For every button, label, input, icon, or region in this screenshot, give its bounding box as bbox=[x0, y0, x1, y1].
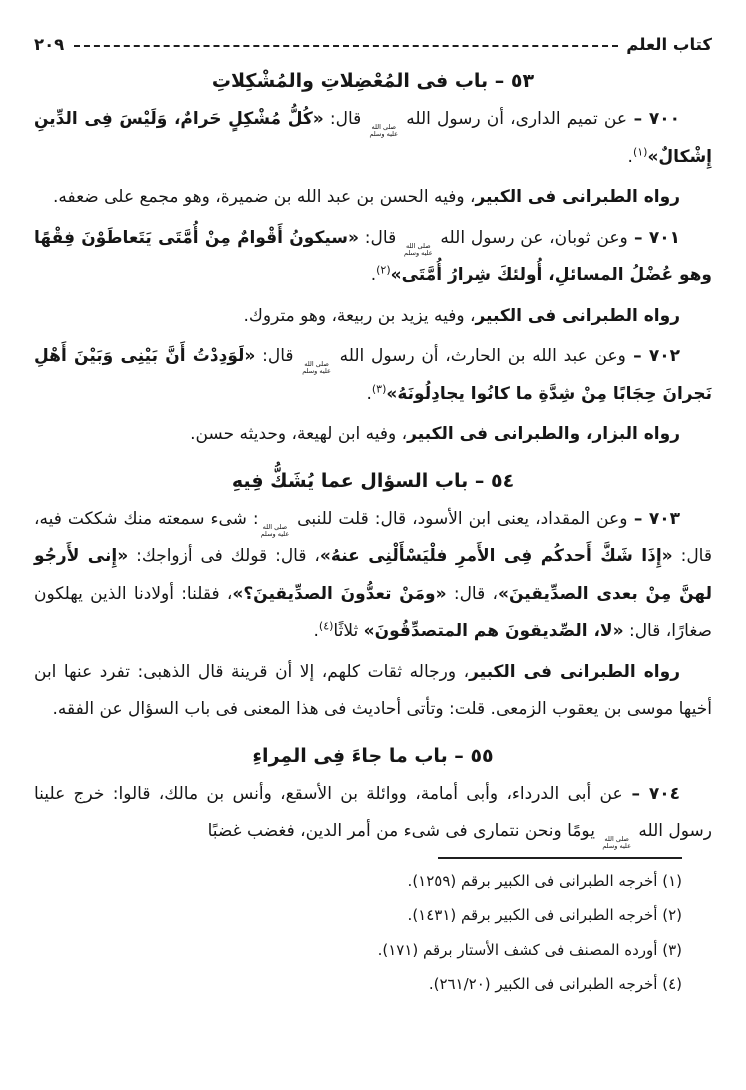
emphasized-text: «إِذَا شَكَّ أَحدكُم فِى الأَمرِ فلْيَسْأَلْنِى عنهُ» bbox=[319, 546, 673, 566]
hadith-700: ٧٠٠ – عن تميم الدارى، أن رسول الله صلى الله عليه وسلم قال: «كُلُّ مُشْكِلٍ حَرامٌ، وَلَيْسَ فِى الدِّينِ إِشْكالٌ»$^{(١)}$. bbox=[34, 109, 712, 167]
emphasized-text: رواه الطبرانى فى الكبير bbox=[469, 661, 680, 682]
emphasized-text: ٧٠٣ – bbox=[627, 508, 680, 529]
footnote-marker: (٤) bbox=[318, 619, 334, 633]
hadith-703: ٧٠٣ – وعن المقداد، يعنى ابن الأسود، قال: قلت للنبى صلى الله عليه وسلم : شىء سمعته منك شككت فيه، قال: «إِذَا شَكَّ أَحدكُم فِى الأَمرِ فلْيَسْأَلْنِى عنهُ»، قال: قولك فى أزواجك: «إِنى لأَرجُو لهنَّ مِنْ بعدى الصدِّيقينَ»، قال: «ومَنْ تعدُّونَ الصدِّيقينَ؟»، فقلنا: أولادنا الذين يهلكون صغارًا، قال: «لا، الصِّديقونَ هم المتصدِّقُونَ» ثلاثًا$^{(٤)}$. bbox=[34, 508, 713, 641]
footnote-separator-icon bbox=[438, 857, 682, 859]
pbuh-honorific-icon: صلى الله عليه وسلم bbox=[404, 241, 433, 257]
chapter-55-heading: ٥٥ – باب ما جاءَ فِى المِراءِ bbox=[252, 744, 494, 767]
emphasized-text: رواه البزار، والطبرانى فى الكبير bbox=[407, 424, 680, 444]
page-body bbox=[34, 65, 712, 851]
running-header bbox=[34, 24, 712, 54]
emphasized-text: رواه الطبرانى فى الكبير bbox=[475, 187, 680, 207]
footnote-marker: (٢) bbox=[376, 263, 391, 277]
header-dashed-rule-icon bbox=[74, 45, 618, 47]
takhrij-701: رواه الطبرانى فى الكبير، وفيه يزيد بن ربيعة، وهو متروك. bbox=[243, 305, 680, 326]
page-number: ٢٠٩ bbox=[34, 35, 65, 54]
takhrij-702: رواه البزار، والطبرانى فى الكبير، وفيه ابن لهيعة، وحديثه حسن. bbox=[190, 424, 680, 444]
footnote: (٤) أخرجه الطبرانى فى الكبير (٢٦١/٢٠). bbox=[428, 975, 682, 993]
emphasized-text: «ومَنْ تعدُّونَ الصدِّيقينَ؟» bbox=[232, 583, 447, 604]
footnote: (٣) أورده المصنف فى كشف الأستار برقم (١٧١). bbox=[377, 940, 682, 959]
chapter-54-heading: ٥٤ – باب السؤال عما يُشَكُّ فِيهِ bbox=[231, 469, 515, 492]
emphasized-text: ٧٠٠ – bbox=[627, 109, 680, 129]
footnotes-block bbox=[34, 857, 712, 1002]
book-title: كتاب العلم bbox=[626, 35, 712, 54]
footnote-marker: (٣) bbox=[371, 381, 387, 395]
takhrij-703: رواه الطبرانى فى الكبير، ورجاله ثقات كلهم، إلا أن قرينة قال الذهبى: تفرد عنها ابن أخيها موسى بن يعقوب الزمعى. قلت: وتأتى أحاديث فى هذا المعنى فى باب السؤال عن الفقه. bbox=[34, 661, 712, 719]
emphasized-text: ٧٠١ – bbox=[627, 227, 680, 248]
footnote: (٢) أخرجه الطبرانى فى الكبير برقم (١٤٣١). bbox=[407, 906, 682, 924]
emphasized-text: «لا، الصِّديقونَ هم المتصدِّقُونَ» bbox=[363, 621, 624, 641]
chapter-53-heading: ٥٣ – باب فى المُعْضِلاتِ والمُشْكِلاتِ bbox=[211, 70, 535, 92]
pbuh-honorific-icon: صلى الله عليه وسلم bbox=[260, 522, 290, 538]
sections bbox=[34, 65, 712, 851]
emphasized-text: ٧٠٤ – bbox=[622, 783, 681, 804]
emphasized-text: «إِنى لأَرجُو لهنَّ مِنْ بعدى الصدِّيقينَ» bbox=[34, 546, 713, 604]
hadith-702: ٧٠٢ – وعن عبد الله بن الحارث، أن رسول الله صلى الله عليه وسلم قال: «لَوَدِدْتُ أَنَّ بَيْنِى وَبَيْنَ أَهْلِ نَجرانَ حِجَابًا مِنْ شِدَّةِ ما كانُوا يجادِلُونَهُ»$^{(٣)}$. bbox=[34, 346, 712, 404]
footnote-marker: (١) bbox=[632, 144, 648, 158]
pbuh-honorific-icon: صلى الله عليه وسلم bbox=[602, 835, 631, 851]
emphasized-text: ٧٠٢ – bbox=[625, 346, 680, 366]
emphasized-text: رواه الطبرانى فى الكبير bbox=[475, 305, 680, 326]
hadith-701: ٧٠١ – وعن ثوبان، عن رسول الله صلى الله عليه وسلم قال: «سيكونُ أَقْوامٌ مِنْ أُمَّتَى يَتَعاطَوْنَ فِقْهًا وهو عُضْلُ المسائلِ، أُولئكَ شِرارُ أُمَّتَى»$^{(٢)}$. bbox=[34, 227, 712, 285]
takhrij-700: رواه الطبرانى فى الكبير، وفيه الحسن بن عبد الله بن ضميرة، وهو مجمع على ضعفه. bbox=[52, 187, 680, 207]
pbuh-honorific-icon: صلى الله عليه وسلم bbox=[369, 123, 399, 139]
footnotes-list bbox=[34, 864, 712, 1002]
footnote: (١) أخرجه الطبرانى فى الكبير برقم (١٢٥٩). bbox=[407, 871, 682, 890]
emphasized-text: «لَوَدِدْتُ أَنَّ بَيْنِى وَبَيْنَ أَهْلِ نَجرانَ حِجَابًا مِنْ شِدَّةِ ما كانُوا يجادِلُونَهُ» bbox=[34, 346, 712, 404]
emphasized-text: «سيكونُ أَقْوامٌ مِنْ أُمَّتَى يَتَعاطَوْنَ فِقْهًا وهو عُضْلُ المسائلِ، أُولئكَ شِرارُ أُمَّتَى» bbox=[34, 227, 712, 285]
emphasized-text: «كُلُّ مُشْكِلٍ حَرامٌ، وَلَيْسَ فِى الدِّينِ إِشْكالٌ» bbox=[34, 109, 712, 167]
hadith-704: ٧٠٤ – عن أبى الدرداء، وأبى أمامة، ووائلة بن الأسقع، وأنس بن مالك، قالوا: خرج علينا رسول الله صلى الله عليه وسلم يومًا ونحن نتمارى فى شىء من أمر الدين، فغضب غضبًا bbox=[34, 783, 712, 851]
pbuh-honorific-icon: صلى الله عليه وسلم bbox=[302, 360, 331, 376]
